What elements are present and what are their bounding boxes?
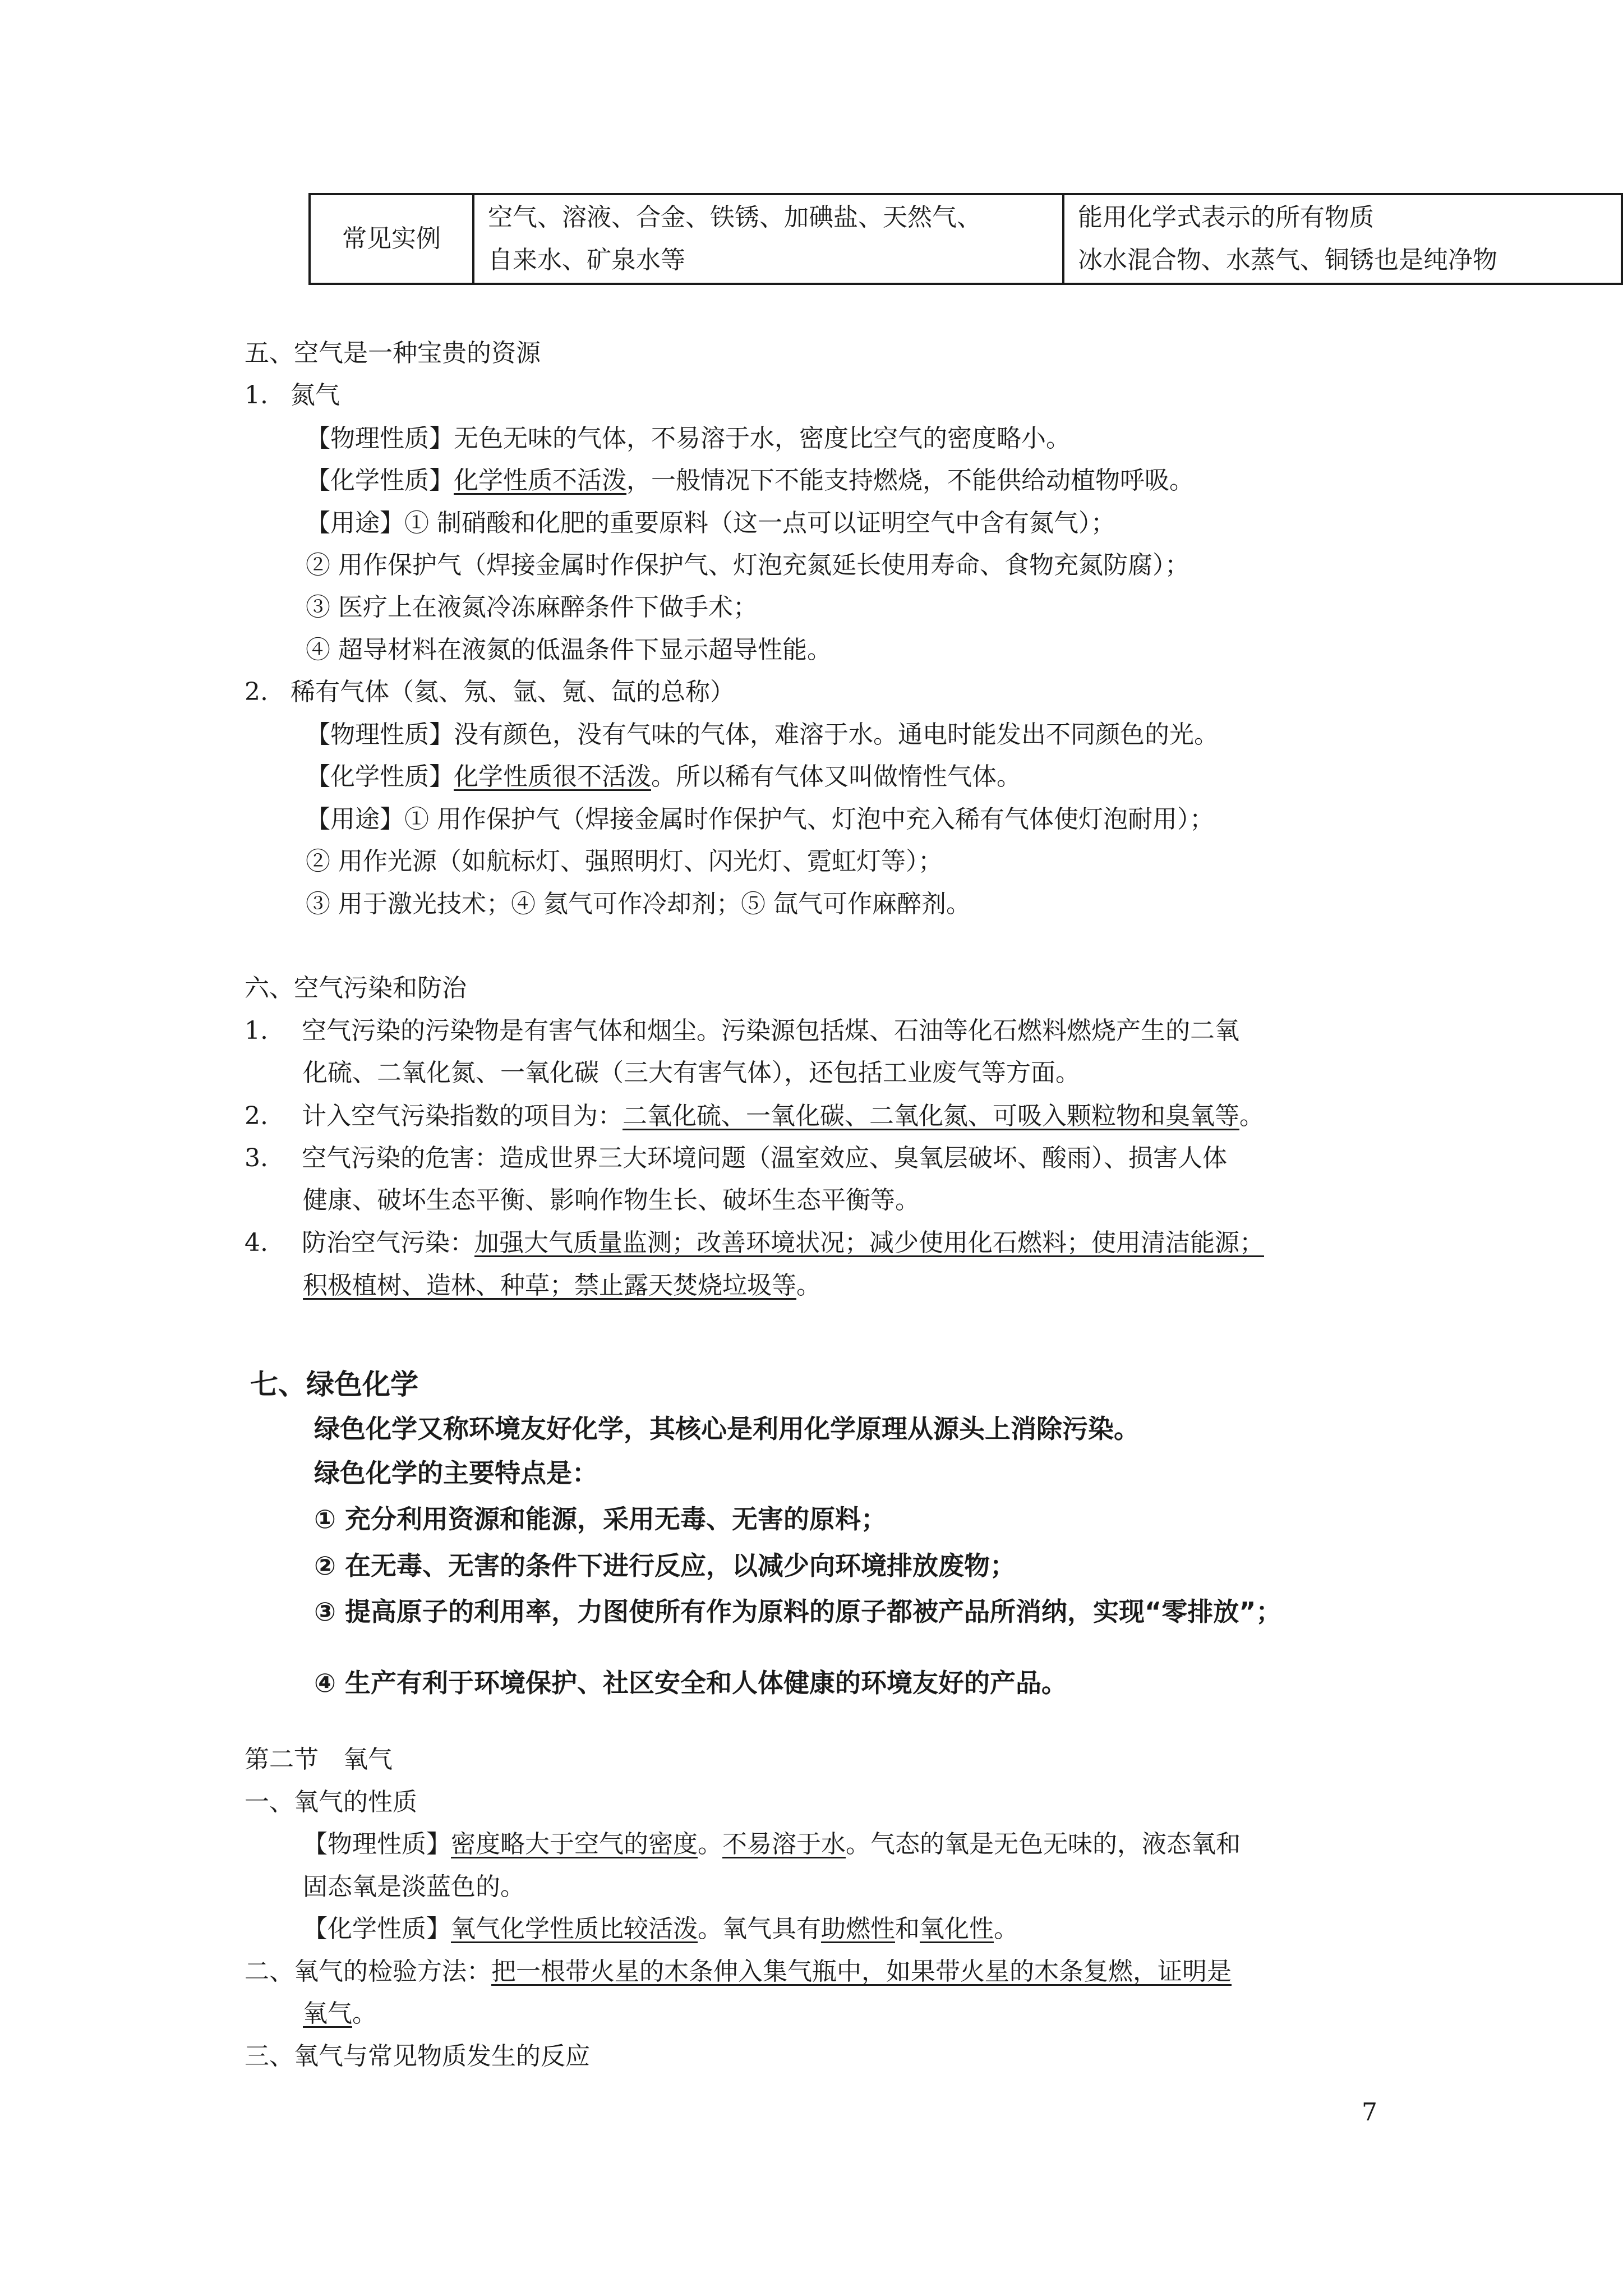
use-item: ① 制硝酸和化肥的重要原料（这一点可以证明空气中含有氮气）；: [404, 509, 1115, 537]
punctuation: 。: [1239, 1102, 1264, 1130]
property-label: 【物理性质】: [306, 720, 454, 749]
key-point-underlined: 把一根带火星的木条伸入集气瓶中，如果带火星的木条复燃，证明是: [491, 1957, 1232, 1986]
item-number: 4.: [245, 1228, 268, 1257]
paragraph-line: [306, 718, 1219, 752]
property-label: 【化学性质】: [306, 466, 454, 495]
paragraph-line: [306, 803, 1214, 836]
item-number: 2.: [245, 1102, 268, 1130]
list-item: [245, 1142, 1227, 1175]
table-row-label: [310, 194, 473, 284]
key-point-underlined: 密度略大于空气的密度: [451, 1830, 698, 1858]
item-title: 氮气: [290, 381, 340, 409]
paragraph-line: [303, 1997, 377, 2031]
mixture-examples-cell: [473, 194, 1063, 284]
paragraph-line: 绿色化学又称环境友好化学，其核心是利用化学原理从源头上消除污染。: [314, 1414, 1140, 1444]
item-number: 1.: [245, 1016, 268, 1045]
item-title: 稀有气体（氦、氖、氩、氪、氙的总称）: [290, 678, 735, 706]
section-heading: 一、氧气的性质: [245, 1788, 417, 1816]
key-point-underlined: 助燃性: [821, 1915, 895, 1943]
page-number: 7: [1362, 2098, 1377, 2127]
use-item: ① 用作保护气（焊接金属时作保护气、灯泡中充入稀有气体使灯泡耐用）；: [404, 805, 1214, 834]
item-text: 空气污染的污染物是有害气体和烟尘。污染源包括煤、石油等化石燃料燃烧产生的二氧: [301, 1016, 1239, 1045]
mixture-examples-line: 空气、溶液、合金、铁锈、加碘盐、天然气、: [488, 203, 981, 232]
property-text: 无色无味的气体，不易溶于水，密度比空气的密度略小。: [454, 424, 1071, 453]
table-row: [310, 194, 1622, 284]
punctuation: 。: [994, 1915, 1018, 1943]
paragraph-line: [306, 760, 1021, 794]
use-item: ③ 用于激光技术；④ 氦气可作冷却剂；⑤ 氙气可作麻醉剂。: [306, 890, 971, 918]
key-point-underlined: 二氧化硫、一氧化碳、二氧化氮、可吸入颗粒物和臭氧等: [622, 1102, 1239, 1130]
property-label: 【物理性质】: [306, 424, 454, 453]
list-item: [245, 1014, 1239, 1048]
paragraph-line: [303, 1828, 1241, 1861]
key-point-underlined: 加强大气质量监测；改善环境状况；减少使用化石燃料；使用清洁能源；: [474, 1228, 1264, 1257]
key-point-underlined: 不易溶于水: [722, 1830, 846, 1858]
feature-item: ② 在无毒、无害的条件下进行反应，以减少向环境排放废物；: [314, 1550, 1016, 1581]
mixture-examples-line: 自来水、矿泉水等: [488, 246, 685, 274]
item-text: 防治空气污染：: [301, 1228, 474, 1257]
chapter-heading: 第二节 氧气: [245, 1745, 393, 1774]
paragraph-line: [306, 464, 1194, 498]
row-label-text: 常见实例: [342, 224, 441, 253]
key-point-underlined: 积极植树、造林、种草；禁止露天焚烧垃圾等: [303, 1271, 796, 1300]
section-heading: 三、氧气与常见物质发生的反应: [245, 2042, 590, 2070]
key-point-underlined: 氧气: [303, 1999, 352, 2028]
section-heading: 六、空气污染和防治: [245, 974, 467, 1002]
use-item: ③ 医疗上在液氮冷冻麻醉条件下做手术；: [306, 593, 758, 622]
pure-substance-examples-cell: [1063, 194, 1622, 284]
key-point-underlined: 化学性质很不活泼: [454, 762, 651, 791]
heading-text: 二、氧气的检验方法：: [245, 1957, 491, 1986]
property-label: 【化学性质】: [303, 1915, 451, 1943]
property-label: 【物理性质】: [303, 1830, 451, 1858]
item-text: 化硫、二氧化氮、一氧化碳（三大有害气体），还包括工业废气等方面。: [303, 1059, 1080, 1087]
property-text: 。气态的氧是无色无味的，液态氧和: [846, 1830, 1241, 1858]
key-point-underlined: 氧化性: [920, 1915, 994, 1943]
punctuation: 。: [698, 1830, 722, 1858]
section-heading: 七、绿色化学: [250, 1368, 418, 1401]
key-point-underlined: 氧气化学性质比较活泼: [451, 1915, 698, 1943]
list-item-continued: [303, 1269, 821, 1303]
punctuation: 。: [796, 1271, 821, 1300]
list-item: [245, 675, 735, 709]
pure-examples-line: 能用化学式表示的所有物质: [1078, 203, 1374, 232]
use-item: ② 用作光源（如航标灯、强照明灯、闪光灯、霓虹灯等）；: [306, 847, 943, 876]
property-text: 和: [895, 1915, 920, 1943]
pure-examples-line: 冰水混合物、水蒸气、铜锈也是纯净物: [1078, 246, 1497, 274]
property-label: 【化学性质】: [306, 762, 454, 791]
paragraph-line: [303, 1912, 1018, 1946]
paragraph-line: [306, 507, 1115, 540]
paragraph-line: [306, 422, 1071, 455]
feature-item: ④ 生产有利于环境保护、社区安全和人体健康的环境友好的产品。: [314, 1668, 1067, 1698]
list-item: [245, 1226, 1264, 1260]
classification-table: [308, 193, 1623, 285]
item-number: 3.: [245, 1144, 268, 1172]
property-text: 。所以稀有气体又叫做惰性气体。: [651, 762, 1021, 791]
item-number: 1.: [245, 381, 268, 409]
item-number: 2.: [245, 678, 268, 706]
property-text: 。氧气具有: [698, 1915, 821, 1943]
use-item: ② 用作保护气（焊接金属时作保护气、灯泡充氮延长使用寿命、食物充氮防腐）；: [306, 551, 1189, 579]
punctuation: 。: [352, 1999, 377, 2028]
feature-item: ③ 提高原子的利用率，力图使所有作为原料的原子都被产品所消纳，实现“零排放”；: [314, 1596, 1282, 1627]
section-heading: [245, 1955, 1232, 1989]
paragraph-line: 固态氧是淡蓝色的。: [303, 1872, 525, 1901]
property-text: 没有颜色，没有气味的气体，难溶于水。通电时能发出不同颜色的光。: [454, 720, 1219, 749]
list-item: [245, 379, 340, 412]
item-text: 空气污染的危害：造成世界三大环境问题（温室效应、臭氧层破坏、酸雨）、损害人体: [301, 1144, 1227, 1172]
item-text: 计入空气污染指数的项目为：: [301, 1102, 623, 1130]
use-item: ④ 超导材料在液氮的低温条件下显示超导性能。: [306, 636, 832, 664]
list-item: [245, 1099, 1264, 1133]
property-label: 【用途】: [306, 805, 404, 834]
feature-item: ① 充分利用资源和能源，采用无毒、无害的原料；: [314, 1504, 887, 1534]
paragraph-line: 绿色化学的主要特点是：: [314, 1458, 598, 1488]
item-text: 健康、破坏生态平衡、影响作物生长、破坏生态平衡等。: [303, 1186, 920, 1214]
property-label: 【用途】: [306, 509, 404, 537]
section-heading: 五、空气是一种宝贵的资源: [245, 339, 541, 367]
property-text: ，一般情况下不能支持燃烧，不能供给动植物呼吸。: [626, 466, 1194, 495]
key-point-underlined: 化学性质不活泼: [454, 466, 626, 495]
